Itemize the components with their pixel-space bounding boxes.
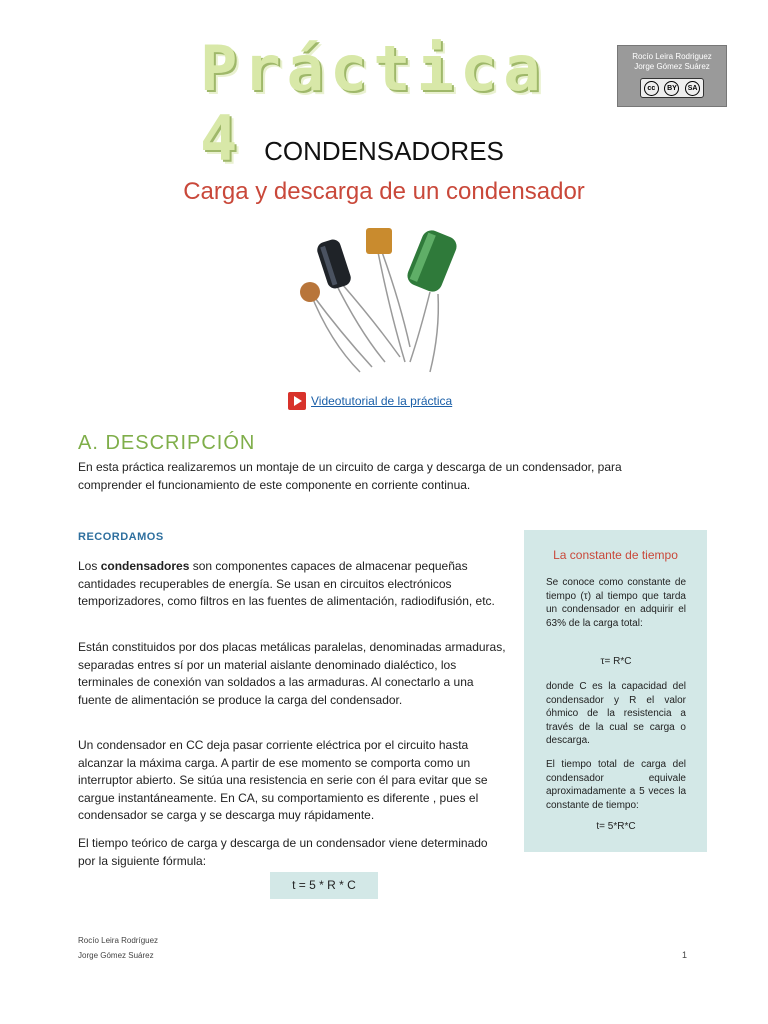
document-subheading: Carga y descarga de un condensador xyxy=(183,178,585,205)
license-author-1: Rocío Leira Rodriguez xyxy=(632,52,712,61)
section-description-title: A. DESCRIPCIÓN xyxy=(78,432,256,454)
video-play-icon[interactable] xyxy=(288,392,306,410)
p1-bold-term: condensadores xyxy=(100,559,190,573)
recordamos-paragraph-1 xyxy=(78,558,508,611)
footer-author-1: Rocío Leira Rodríguez xyxy=(78,936,159,945)
recordamos-title: RECORDAMOS xyxy=(78,531,164,543)
p1-rest: son componentes capaces de almacenar pequeñas cantidades recuperables de energía. Se usan en circuitos electrónicos temporizadores, como filtros en las fuentes de alimentación, radiodifusión, etc. xyxy=(78,559,495,608)
recordamos-paragraph-4: El tiempo teórico de carga y descarga de un condensador viene determinado por la siguiente fórmula: xyxy=(78,836,488,868)
license-badge xyxy=(617,45,727,107)
capacitors-photo xyxy=(290,222,470,382)
recordamos-paragraph-2: Están constituidos por dos placas metálicas paralelas, denominadas armaduras, separadas entres sí por un material aislante denominado dialéctico, los terminales de conexión van soldados a las armaduras. Al conectarlo a una fuente de alimentación se produce la carga del condensador. xyxy=(78,640,506,707)
document-heading: CONDENSADORES xyxy=(264,136,504,166)
sidebar-title: La constante de tiempo xyxy=(553,548,678,562)
footer-author-2: Jorge Gómez Suárez xyxy=(78,951,154,960)
time-constant-sidebar xyxy=(524,530,707,852)
charge-time-formula: t = 5 * R * C xyxy=(270,872,378,899)
by-icon: BY xyxy=(664,81,679,96)
video-tutorial-link-row[interactable] xyxy=(288,390,452,412)
sidebar-paragraph-1: Se conoce como constante de tiempo (τ) al tiempo que tarda un condensador en adquirir el 63% de la carga total: xyxy=(546,577,686,629)
video-tutorial-link[interactable]: Videotutorial de la práctica xyxy=(311,394,453,408)
p1-prefix: Los xyxy=(78,559,101,573)
license-author-2: Jorge Gómez Suárez xyxy=(634,62,710,71)
sidebar-paragraph-2: donde C es la capacidad del condensador y R el valor óhmico de la resistencia a través de la cual se carga o descarga. xyxy=(546,681,686,746)
sidebar-formula-2: t= 5*R*C xyxy=(596,821,636,832)
cc-logo-icon xyxy=(640,78,704,98)
cc-circle-icon: cc xyxy=(644,81,659,96)
sa-icon: SA xyxy=(685,81,700,96)
recordamos-paragraph-3: Un condensador en CC deja pasar corriente eléctrica por el circuito hasta alcanzar la máxima carga. A partir de ese momento se comporta como un interruptor abierto. Se sitúa una resistencia en serie con él para evitar que se cargue instantáneamente. En CA, su comportamiento es diferente , pues el condensador se carga y se descarga muy rápidamente. xyxy=(78,738,488,822)
page-title: Práctica 4 xyxy=(200,32,547,175)
sidebar-formula-1: τ= R*C xyxy=(600,656,632,667)
section-description-text: En esta práctica realizaremos un montaje de un circuito de carga y descarga de un condensador, para comprender el funcionamiento de este componente en corriente continua. xyxy=(78,460,622,492)
page-number: 1 xyxy=(682,950,688,960)
sidebar-paragraph-3: El tiempo total de carga del condensador equivale aproximadamente a 5 veces la constante de tiempo: xyxy=(546,759,686,811)
